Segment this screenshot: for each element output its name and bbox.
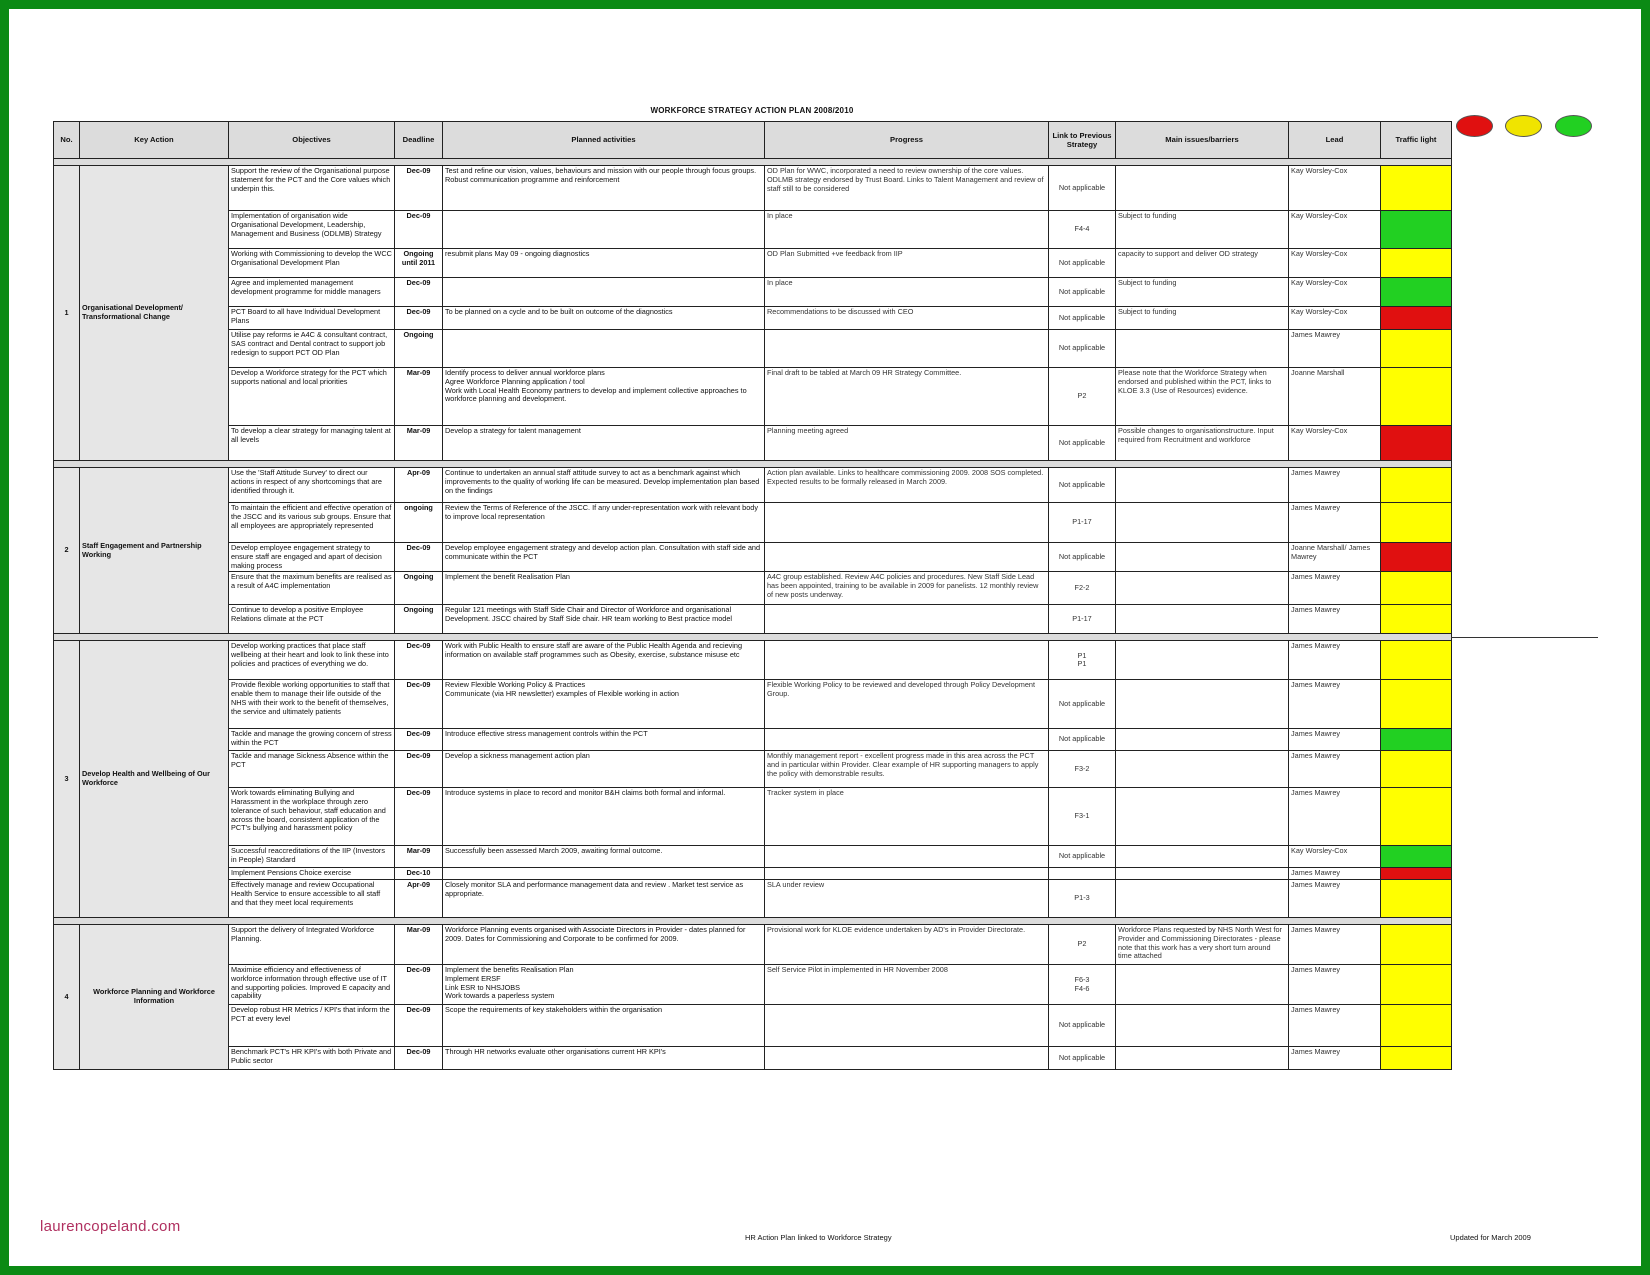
header-objectives: Objectives bbox=[229, 122, 395, 159]
traffic-light-cell bbox=[1381, 729, 1452, 751]
table-row bbox=[54, 729, 1452, 751]
traffic-light-cell bbox=[1381, 846, 1452, 868]
issues-cell: Subject to funding bbox=[1116, 278, 1289, 307]
green-light-icon bbox=[1555, 115, 1592, 137]
progress-cell bbox=[765, 1005, 1049, 1047]
activities-cell: Continue to undertaken an annual staff attitude survey to act as a benchmark against which improvements to the quality of working life can be measured. Develop implementation plan based on the findings bbox=[443, 468, 765, 503]
activities-cell: Workforce Planning events organised with Associate Directors in Provider - dates planned for 2009. Dates for Commissioning and Corporate to be confirmed for 2009. bbox=[443, 925, 765, 965]
table-row bbox=[54, 543, 1452, 572]
section-spacer bbox=[54, 461, 1452, 468]
activities-cell: Work with Public Health to ensure staff are aware of the Public Health Agenda and recieving information on available staff programmes such as Obesity, exercise, substance misuse etc bbox=[443, 641, 765, 680]
table-row bbox=[54, 641, 1452, 680]
activities-cell: Implement the benefits Realisation Plan Implement ERSF Link ESR to NHSJOBS Work towards a paperless system bbox=[443, 965, 765, 1005]
table-row bbox=[54, 751, 1452, 788]
section-number: 2 bbox=[54, 468, 80, 634]
activities-cell: resubmit plans May 09 - ongoing diagnostics bbox=[443, 249, 765, 278]
activities-cell bbox=[443, 278, 765, 307]
traffic-light-cell bbox=[1381, 249, 1452, 278]
issues-cell bbox=[1116, 729, 1289, 751]
spacer-cell bbox=[54, 918, 1452, 925]
deadline-cell: Dec-09 bbox=[395, 729, 443, 751]
link-cell: F4-4 bbox=[1049, 211, 1116, 249]
progress-cell bbox=[765, 503, 1049, 543]
link-cell: P2 bbox=[1049, 925, 1116, 965]
objective-cell: Utilise pay reforms ie A4C & consultant contract, SAS contract and Dental contract to support job redesign to support PCT OD Plan bbox=[229, 330, 395, 368]
table-row bbox=[54, 1005, 1452, 1047]
activities-cell: Review the Terms of Reference of the JSCC. If any under-representation work with relevant body to improve local representation bbox=[443, 503, 765, 543]
header-row bbox=[54, 122, 1452, 159]
issues-cell bbox=[1116, 641, 1289, 680]
header-link: Link to Previous Strategy bbox=[1049, 122, 1116, 159]
table-row bbox=[54, 868, 1452, 880]
traffic-light-cell bbox=[1381, 925, 1452, 965]
lead-cell: Kay Worsley-Cox bbox=[1289, 166, 1381, 211]
activities-cell: Develop a strategy for talent management bbox=[443, 426, 765, 461]
activities-cell: Introduce systems in place to record and monitor B&H claims both formal and informal. bbox=[443, 788, 765, 846]
deadline-cell: Dec-09 bbox=[395, 1047, 443, 1070]
progress-cell bbox=[765, 868, 1049, 880]
issues-cell bbox=[1116, 166, 1289, 211]
header-planned-activities: Planned activities bbox=[443, 122, 765, 159]
lead-cell: Kay Worsley-Cox bbox=[1289, 426, 1381, 461]
lead-cell: James Mawrey bbox=[1289, 641, 1381, 680]
lead-cell: James Mawrey bbox=[1289, 680, 1381, 729]
issues-cell: Possible changes to organisationstructure. Input required from Recruitment and workforce bbox=[1116, 426, 1289, 461]
spacer-cell bbox=[54, 634, 1452, 641]
lead-cell: James Mawrey bbox=[1289, 330, 1381, 368]
table-row bbox=[54, 249, 1452, 278]
progress-cell bbox=[765, 1047, 1049, 1070]
table-row bbox=[54, 846, 1452, 868]
objective-cell: Use the 'Staff Attitude Survey' to direct our actions in respect of any shortcomings that are identified through it. bbox=[229, 468, 395, 503]
activities-cell: Through HR networks evaluate other organisations current HR KPI's bbox=[443, 1047, 765, 1070]
lead-cell: James Mawrey bbox=[1289, 965, 1381, 1005]
deadline-cell: Dec-10 bbox=[395, 868, 443, 880]
header-deadline: Deadline bbox=[395, 122, 443, 159]
objective-cell: Support the review of the Organisational purpose statement for the PCT and the Core values which underpin this. bbox=[229, 166, 395, 211]
issues-cell bbox=[1116, 605, 1289, 634]
table-row bbox=[54, 211, 1452, 249]
section-spacer bbox=[54, 159, 1452, 166]
progress-cell: Recommendations to be discussed with CEO bbox=[765, 307, 1049, 330]
activities-cell: Introduce effective stress management controls within the PCT bbox=[443, 729, 765, 751]
lead-cell: Joanne Marshall/ James Mawrey bbox=[1289, 543, 1381, 572]
activities-cell bbox=[443, 330, 765, 368]
spacer-cell bbox=[54, 461, 1452, 468]
objective-cell: PCT Board to all have Individual Development Plans bbox=[229, 307, 395, 330]
traffic-light-cell bbox=[1381, 1005, 1452, 1047]
traffic-light-cell bbox=[1381, 572, 1452, 605]
link-cell: Not applicable bbox=[1049, 307, 1116, 330]
deadline-cell: Dec-09 bbox=[395, 641, 443, 680]
progress-cell: Flexible Working Policy to be reviewed and developed through Policy Development Group. bbox=[765, 680, 1049, 729]
header-no: No. bbox=[54, 122, 80, 159]
lead-cell: Kay Worsley-Cox bbox=[1289, 307, 1381, 330]
table-row bbox=[54, 468, 1452, 503]
deadline-cell: Apr-09 bbox=[395, 468, 443, 503]
traffic-light-cell bbox=[1381, 868, 1452, 880]
activities-cell bbox=[443, 211, 765, 249]
objective-cell: Provide flexible working opportunities to staff that enable them to manage their life outside of the NHS with their work to the benefit of themselves, the service and ultimately patients bbox=[229, 680, 395, 729]
progress-cell bbox=[765, 330, 1049, 368]
issues-cell: Workforce Plans requested by NHS North West for Provider and Commissioning Directorates - please note that this work has a very short turn around time attached bbox=[1116, 925, 1289, 965]
amber-light-icon bbox=[1505, 115, 1542, 137]
table-row bbox=[54, 605, 1452, 634]
progress-cell: SLA under review bbox=[765, 880, 1049, 918]
table-row bbox=[54, 307, 1452, 330]
header-key-action: Key Action bbox=[80, 122, 229, 159]
issues-cell bbox=[1116, 751, 1289, 788]
issues-cell: Subject to funding bbox=[1116, 211, 1289, 249]
link-cell: P1-3 bbox=[1049, 880, 1116, 918]
lead-cell: James Mawrey bbox=[1289, 1047, 1381, 1070]
table-row bbox=[54, 503, 1452, 543]
issues-cell bbox=[1116, 680, 1289, 729]
deadline-cell: Dec-09 bbox=[395, 1005, 443, 1047]
progress-cell: Monthly management report - excellent progress made in this area across the PCT and in particular within Provider. Clear example of HR supporting managers to apply the policy with demonstrable results. bbox=[765, 751, 1049, 788]
key-action: Organisational Development/ Transformational Change bbox=[80, 166, 229, 461]
deadline-cell: Ongoing bbox=[395, 330, 443, 368]
lead-cell: James Mawrey bbox=[1289, 788, 1381, 846]
table-row bbox=[54, 330, 1452, 368]
objective-cell: Tackle and manage Sickness Absence within the PCT bbox=[229, 751, 395, 788]
activities-cell: Identify process to deliver annual workforce plans Agree Workforce Planning application / tool Work with Local Health Economy partners to develop and implement collective approaches to workforce planning and development. bbox=[443, 368, 765, 426]
table-row bbox=[54, 965, 1452, 1005]
activities-cell: Test and refine our vision, values, behaviours and mission with our people through focus groups. Robust communication programme and reinforcement bbox=[443, 166, 765, 211]
lead-cell: James Mawrey bbox=[1289, 925, 1381, 965]
header-progress: Progress bbox=[765, 122, 1049, 159]
table-row bbox=[54, 278, 1452, 307]
lead-cell: James Mawrey bbox=[1289, 605, 1381, 634]
lead-cell: James Mawrey bbox=[1289, 880, 1381, 918]
traffic-light-cell bbox=[1381, 426, 1452, 461]
objective-cell: Agree and implemented management development programme for middle managers bbox=[229, 278, 395, 307]
activities-cell: Develop a sickness management action plan bbox=[443, 751, 765, 788]
link-cell: F2-2 bbox=[1049, 572, 1116, 605]
progress-cell: Final draft to be tabled at March 09 HR Strategy Committee. bbox=[765, 368, 1049, 426]
progress-cell: Planning meeting agreed bbox=[765, 426, 1049, 461]
table-row bbox=[54, 166, 1452, 211]
issues-cell bbox=[1116, 788, 1289, 846]
header-issues: Main issues/barriers bbox=[1116, 122, 1289, 159]
traffic-light-cell bbox=[1381, 788, 1452, 846]
activities-cell: To be planned on a cycle and to be built on outcome of the diagnostics bbox=[443, 307, 765, 330]
deadline-cell: Ongoing until 2011 bbox=[395, 249, 443, 278]
objective-cell: Tackle and manage the growing concern of stress within the PCT bbox=[229, 729, 395, 751]
issues-cell bbox=[1116, 1047, 1289, 1070]
progress-cell: Tracker system in place bbox=[765, 788, 1049, 846]
objective-cell: To maintain the efficient and effective operation of the JSCC and its various sub groups. Ensure that all employees are appropriately represented bbox=[229, 503, 395, 543]
issues-cell bbox=[1116, 572, 1289, 605]
link-cell: P1-17 bbox=[1049, 605, 1116, 634]
objective-cell: Benchmark PCT's HR KPI's with both Private and Public sector bbox=[229, 1047, 395, 1070]
spacer-cell bbox=[54, 159, 1452, 166]
deadline-cell: Dec-09 bbox=[395, 543, 443, 572]
traffic-light-cell bbox=[1381, 751, 1452, 788]
objective-cell: Effectively manage and review Occupational Health Service to ensure accessible to all staff and that they meet local requirements bbox=[229, 880, 395, 918]
traffic-light-cell bbox=[1381, 880, 1452, 918]
deadline-cell: Mar-09 bbox=[395, 925, 443, 965]
table-row bbox=[54, 368, 1452, 426]
objective-cell: Continue to develop a positive Employee Relations climate at the PCT bbox=[229, 605, 395, 634]
objective-cell: Develop a Workforce strategy for the PCT which supports national and local priorities bbox=[229, 368, 395, 426]
progress-cell: A4C group established. Review A4C policies and procedures. New Staff Side Lead has been appointed, training to be available in 2009 for panelists. 12 monthly review of new posts underway. bbox=[765, 572, 1049, 605]
link-cell: Not applicable bbox=[1049, 680, 1116, 729]
table-row bbox=[54, 1047, 1452, 1070]
progress-cell: OD Plan Submitted +ve feedback from IIP bbox=[765, 249, 1049, 278]
lead-cell: James Mawrey bbox=[1289, 729, 1381, 751]
link-cell: Not applicable bbox=[1049, 729, 1116, 751]
progress-cell: In place bbox=[765, 211, 1049, 249]
deadline-cell: Mar-09 bbox=[395, 846, 443, 868]
progress-cell: Action plan available. Links to healthcare commissioning 2009. 2008 SOS completed. Expected results to be formally released in March 2009. bbox=[765, 468, 1049, 503]
activities-cell: Successfully been assessed March 2009, awaiting formal outcome. bbox=[443, 846, 765, 868]
lead-cell: Kay Worsley-Cox bbox=[1289, 211, 1381, 249]
issues-cell bbox=[1116, 965, 1289, 1005]
objective-cell: Work towards eliminating Bullying and Harassment in the workplace through zero tolerance of such behaviour, staff education and across the board, consistent application of the PCT's bullying and harassment policy bbox=[229, 788, 395, 846]
issues-cell bbox=[1116, 543, 1289, 572]
deadline-cell: Ongoing bbox=[395, 605, 443, 634]
link-cell: F6-3 F4-6 bbox=[1049, 965, 1116, 1005]
activities-cell: Review Flexible Working Policy & Practices Communicate (via HR newsletter) examples of Flexible working in action bbox=[443, 680, 765, 729]
issues-cell bbox=[1116, 868, 1289, 880]
lead-cell: Joanne Marshall bbox=[1289, 368, 1381, 426]
header-lead: Lead bbox=[1289, 122, 1381, 159]
progress-cell bbox=[765, 543, 1049, 572]
key-action: Staff Engagement and Partnership Working bbox=[80, 468, 229, 634]
link-cell: Not applicable bbox=[1049, 1047, 1116, 1070]
link-cell: P1 P1 bbox=[1049, 641, 1116, 680]
issues-cell bbox=[1116, 503, 1289, 543]
activities-cell: Develop employee engagement strategy and develop action plan. Consultation with staff side and communicate within the PCT bbox=[443, 543, 765, 572]
lead-cell: Kay Worsley-Cox bbox=[1289, 846, 1381, 868]
objective-cell: Develop robust HR Metrics / KPI's that inform the PCT at every level bbox=[229, 1005, 395, 1047]
table-row bbox=[54, 680, 1452, 729]
section-number: 1 bbox=[54, 166, 80, 461]
section-number: 3 bbox=[54, 641, 80, 918]
action-plan-table bbox=[53, 121, 1452, 1070]
issues-cell bbox=[1116, 330, 1289, 368]
lead-cell: Kay Worsley-Cox bbox=[1289, 249, 1381, 278]
link-cell: P1-17 bbox=[1049, 503, 1116, 543]
issues-cell bbox=[1116, 880, 1289, 918]
deadline-cell: Dec-09 bbox=[395, 751, 443, 788]
deadline-cell: Dec-09 bbox=[395, 788, 443, 846]
activities-cell: Closely monitor SLA and performance management data and review . Market test service as appropriate. bbox=[443, 880, 765, 918]
traffic-light-cell bbox=[1381, 468, 1452, 503]
section-spacer bbox=[54, 918, 1452, 925]
traffic-light-cell bbox=[1381, 1047, 1452, 1070]
table-row bbox=[54, 788, 1452, 846]
link-cell: Not applicable bbox=[1049, 426, 1116, 461]
issues-cell bbox=[1116, 1005, 1289, 1047]
deadline-cell: Dec-09 bbox=[395, 278, 443, 307]
link-cell: Not applicable bbox=[1049, 543, 1116, 572]
issues-cell bbox=[1116, 846, 1289, 868]
activities-cell: Scope the requirements of key stakeholders within the organisation bbox=[443, 1005, 765, 1047]
section-spacer bbox=[54, 634, 1452, 641]
link-cell: Not applicable bbox=[1049, 846, 1116, 868]
link-cell: Not applicable bbox=[1049, 468, 1116, 503]
table-row bbox=[54, 426, 1452, 461]
link-cell: F3-2 bbox=[1049, 751, 1116, 788]
deadline-cell: Dec-09 bbox=[395, 211, 443, 249]
footer-right: Updated for March 2009 bbox=[1450, 1233, 1531, 1242]
link-cell bbox=[1049, 868, 1116, 880]
traffic-light-cell bbox=[1381, 503, 1452, 543]
watermark: laurencopeland.com bbox=[40, 1218, 181, 1235]
table-row bbox=[54, 925, 1452, 965]
objective-cell: Develop working practices that place staff wellbeing at their heart and look to link these into policies and practices of everything we do. bbox=[229, 641, 395, 680]
objective-cell: Successful reaccreditations of the IIP (Investors in People) Standard bbox=[229, 846, 395, 868]
progress-cell bbox=[765, 641, 1049, 680]
objective-cell: Implement Pensions Choice exercise bbox=[229, 868, 395, 880]
objective-cell: Develop employee engagement strategy to ensure staff are engaged and apart of decision making process bbox=[229, 543, 395, 572]
deadline-cell: Dec-09 bbox=[395, 166, 443, 211]
progress-cell: Provisional work for KLOE evidence undertaken by AD's in Provider Directorate. bbox=[765, 925, 1049, 965]
issues-cell: Please note that the Workforce Strategy when endorsed and published within the PCT, links to KLOE 3.3 (Use of Resources) evidence. bbox=[1116, 368, 1289, 426]
deadline-cell: Dec-09 bbox=[395, 307, 443, 330]
lead-cell: James Mawrey bbox=[1289, 503, 1381, 543]
traffic-light-cell bbox=[1381, 278, 1452, 307]
progress-cell bbox=[765, 846, 1049, 868]
lead-cell: James Mawrey bbox=[1289, 572, 1381, 605]
link-cell: Not applicable bbox=[1049, 166, 1116, 211]
link-cell: Not applicable bbox=[1049, 1005, 1116, 1047]
objective-cell: To develop a clear strategy for managing talent at all levels bbox=[229, 426, 395, 461]
lead-cell: James Mawrey bbox=[1289, 868, 1381, 880]
link-cell: F3-1 bbox=[1049, 788, 1116, 846]
traffic-light-cell bbox=[1381, 641, 1452, 680]
traffic-light-cell bbox=[1381, 605, 1452, 634]
link-cell: Not applicable bbox=[1049, 249, 1116, 278]
progress-cell bbox=[765, 605, 1049, 634]
table-row bbox=[54, 880, 1452, 918]
traffic-light-cell bbox=[1381, 330, 1452, 368]
deadline-cell: Ongoing bbox=[395, 572, 443, 605]
objective-cell: Implementation of organisation wide Organisational Development, Leadership, Management and Business (ODLMB) Strategy bbox=[229, 211, 395, 249]
red-light-icon bbox=[1456, 115, 1493, 137]
link-cell: Not applicable bbox=[1049, 330, 1116, 368]
deadline-cell: Dec-09 bbox=[395, 965, 443, 1005]
key-action: Develop Health and Wellbeing of Our Workforce bbox=[80, 641, 229, 918]
traffic-light-cell bbox=[1381, 307, 1452, 330]
header-traffic-light: Traffic light bbox=[1381, 122, 1452, 159]
objective-cell: Maximise efficiency and effectiveness of workforce information through effective use of IT and supporting policies. Improved E capacity and capability bbox=[229, 965, 395, 1005]
deadline-cell: Mar-09 bbox=[395, 368, 443, 426]
progress-cell: OD Plan for WWC, incorporated a need to review ownership of the core values. ODLMB strategy endorsed by Trust Board. Links to Talent Management and review of staff still to be considered bbox=[765, 166, 1049, 211]
table-row bbox=[54, 572, 1452, 605]
lead-cell: James Mawrey bbox=[1289, 468, 1381, 503]
issues-cell: Subject to funding bbox=[1116, 307, 1289, 330]
traffic-light-cell bbox=[1381, 543, 1452, 572]
progress-cell bbox=[765, 729, 1049, 751]
issues-cell: capacity to support and deliver OD strategy bbox=[1116, 249, 1289, 278]
key-action: Workforce Planning and Workforce Information bbox=[80, 925, 229, 1070]
traffic-light-cell bbox=[1381, 680, 1452, 729]
traffic-light-cell bbox=[1381, 965, 1452, 1005]
objective-cell: Ensure that the maximum benefits are realised as a result of A4C implementation bbox=[229, 572, 395, 605]
footer-center: HR Action Plan linked to Workforce Strategy bbox=[745, 1233, 892, 1242]
activities-cell: Implement the benefit Realisation Plan bbox=[443, 572, 765, 605]
deadline-cell: Apr-09 bbox=[395, 880, 443, 918]
activities-cell: Regular 121 meetings with Staff Side Chair and Director of Workforce and organisational Development. JSCC chaired by Staff Side chair. HR team working to Best practice model bbox=[443, 605, 765, 634]
issues-cell bbox=[1116, 468, 1289, 503]
lead-cell: James Mawrey bbox=[1289, 751, 1381, 788]
progress-cell: Self Service Pilot in implemented in HR November 2008 bbox=[765, 965, 1049, 1005]
deadline-cell: Dec-09 bbox=[395, 680, 443, 729]
page-title: WORKFORCE STRATEGY ACTION PLAN 2008/2010 bbox=[650, 106, 854, 115]
lead-cell: Kay Worsley-Cox bbox=[1289, 278, 1381, 307]
progress-cell: In place bbox=[765, 278, 1049, 307]
deadline-cell: Mar-09 bbox=[395, 426, 443, 461]
traffic-light-cell bbox=[1381, 166, 1452, 211]
link-cell: P2 bbox=[1049, 368, 1116, 426]
objective-cell: Working with Commissioning to develop the WCC Organisational Development Plan bbox=[229, 249, 395, 278]
deadline-cell: ongoing bbox=[395, 503, 443, 543]
traffic-light-cell bbox=[1381, 211, 1452, 249]
traffic-light-cell bbox=[1381, 368, 1452, 426]
objective-cell: Support the delivery of Integrated Workforce Planning. bbox=[229, 925, 395, 965]
divider-line bbox=[1451, 637, 1598, 638]
activities-cell bbox=[443, 868, 765, 880]
lead-cell: James Mawrey bbox=[1289, 1005, 1381, 1047]
link-cell: Not applicable bbox=[1049, 278, 1116, 307]
section-number: 4 bbox=[54, 925, 80, 1070]
